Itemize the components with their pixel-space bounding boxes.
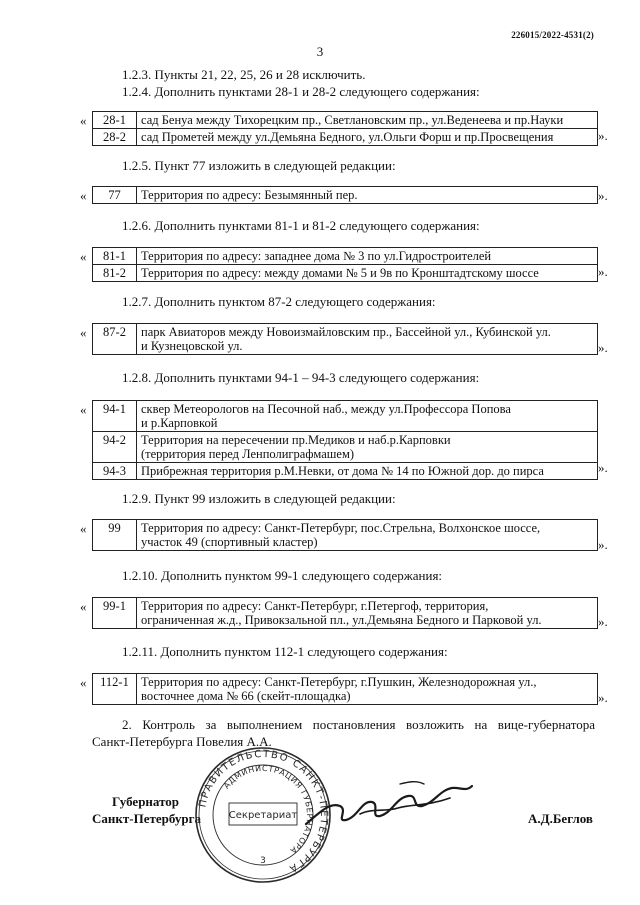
row-text	[137, 401, 598, 432]
row-text: Территория по адресу: между домами № 5 и 9в по Кронштадтскому шоссе	[137, 265, 598, 282]
table-row	[93, 432, 598, 463]
row-text	[137, 324, 598, 355]
row-text-line: и р.Карповкой	[141, 416, 218, 430]
item-1-2-5: 1.2.5. Пункт 77 изложить в следующей редакции:	[122, 158, 396, 173]
svg-text:АДМИНИСТРАЦИЯ ГУБЕРНАТОРА: АДМИНИСТРАЦИЯ ГУБЕРНАТОРА	[221, 763, 315, 856]
row-text: сад Бенуа между Тихорецким пр., Светлановским пр., ул.Веденеева и пр.Науки	[137, 112, 598, 129]
item-1-2-6: 1.2.6. Дополнить пунктами 81-1 и 81-2 следующего содержания:	[122, 218, 480, 233]
row-text: Территория по адресу: Безымянный пер.	[137, 187, 598, 204]
quote-open: «	[80, 249, 87, 264]
row-number: 94-3	[93, 463, 137, 480]
table-row	[93, 248, 598, 265]
table-row	[93, 112, 598, 129]
row-text-line: (территория перед Ленполиграфмашем)	[141, 447, 355, 461]
row-number: 81-1	[93, 248, 137, 265]
item-1-2-4: 1.2.4. Дополнить пунктами 28-1 и 28-2 следующего содержания:	[122, 84, 480, 99]
row-text-line: и Кузнецовской ул.	[141, 339, 243, 353]
item-1-2-11: 1.2.11. Дополнить пунктом 112-1 следующего содержания:	[122, 644, 448, 659]
row-text	[137, 432, 598, 463]
table-1-2-7	[92, 323, 598, 355]
point-2-line-2: Санкт-Петербурга Повелия А.А.	[92, 734, 272, 749]
table-row	[93, 401, 598, 432]
svg-text:Секретариат: Секретариат	[228, 810, 298, 821]
row-number: 94-1	[93, 401, 137, 432]
quote-open: «	[80, 599, 87, 614]
signatory-title-line-1: Губернатор	[112, 794, 180, 809]
handwritten-signature	[300, 772, 480, 842]
row-text-line: восточнее дома № 66 (скейт-площадка)	[141, 689, 351, 703]
table-1-2-5	[92, 186, 598, 204]
table-row	[93, 187, 598, 204]
quote-close: ».	[598, 614, 608, 629]
item-1-2-3: 1.2.3. Пункты 21, 22, 25, 26 и 28 исключить.	[122, 67, 366, 82]
row-text-line: Территория на пересечении пр.Медиков и наб.р.Карповки	[141, 433, 451, 447]
row-text	[137, 598, 598, 629]
table-1-2-11	[92, 673, 598, 705]
row-number: 99	[93, 520, 137, 551]
table-row	[93, 324, 598, 355]
row-text: Прибрежная территория р.М.Невки, от дома № 14 по Южной дор. до пирса	[137, 463, 598, 480]
quote-open: «	[80, 325, 87, 340]
page-number: 3	[316, 44, 324, 59]
quote-close: ».	[598, 460, 608, 475]
row-text-line: участок 49 (спортивный кластер)	[141, 535, 318, 549]
row-number: 77	[93, 187, 137, 204]
quote-close: ».	[598, 690, 608, 705]
svg-text:ПРАВИТЕЛЬСТВО САНКТ-ПЕТЕРБУРГА: ПРАВИТЕЛЬСТВО САНКТ-ПЕТЕРБУРГА	[197, 748, 330, 875]
document-number: 226015/2022-4531(2)	[511, 30, 594, 40]
item-1-2-7: 1.2.7. Дополнить пунктом 87-2 следующего содержания:	[122, 294, 436, 309]
quote-close: ».	[598, 188, 608, 203]
quote-close: ».	[598, 340, 608, 355]
row-number: 112-1	[93, 674, 137, 705]
row-text-line: парк Авиаторов между Новоизмайловским пр., Бассейной ул., Кубинской ул.	[141, 325, 551, 339]
row-text: Территория по адресу: западнее дома № 3 по ул.Гидростроителей	[137, 248, 598, 265]
row-text-line: ограниченная ж.д., Привокзальной пл., ул.Демьяна Бедного и Парковой ул.	[141, 613, 542, 627]
row-text-line: Территория по адресу: Санкт-Петербург, г.Петергоф, территория,	[141, 599, 489, 613]
table-row	[93, 520, 598, 551]
row-number: 94-2	[93, 432, 137, 463]
row-text: сад Прометей между ул.Демьяна Бедного, ул.Ольги Форш и пр.Просвещения	[137, 129, 598, 146]
item-1-2-8: 1.2.8. Дополнить пунктами 94-1 – 94-3 следующего содержания:	[122, 370, 480, 385]
row-text-line: сквер Метеорологов на Песочной наб., между ул.Профессора Попова	[141, 402, 511, 416]
quote-open: «	[80, 113, 87, 128]
row-number: 28-1	[93, 112, 137, 129]
quote-close: ».	[598, 264, 608, 279]
row-text-line: Территория по адресу: Санкт-Петербург, г.Пушкин, Железнодорожная ул.,	[141, 675, 537, 689]
table-row	[93, 674, 598, 705]
point-2-line-1: 2. Контроль за выполнением постановления возложить на вице-губернатора	[122, 717, 595, 732]
table-row	[93, 129, 598, 146]
row-number: 87-2	[93, 324, 137, 355]
quote-open: «	[80, 402, 87, 417]
row-number: 99-1	[93, 598, 137, 629]
table-row	[93, 463, 598, 480]
signatory-title-line-2: Санкт-Петербурга	[92, 811, 201, 826]
table-row	[93, 598, 598, 629]
quote-open: «	[80, 188, 87, 203]
item-1-2-10: 1.2.10. Дополнить пунктом 99-1 следующего содержания:	[122, 568, 443, 583]
row-text	[137, 674, 598, 705]
svg-text:3: 3	[260, 856, 266, 866]
table-1-2-4	[92, 111, 598, 146]
table-1-2-8	[92, 400, 598, 480]
row-text-line: Территория по адресу: Санкт-Петербург, пос.Стрельна, Волхонское шоссе,	[141, 521, 541, 535]
table-row	[93, 265, 598, 282]
table-1-2-6	[92, 247, 598, 282]
row-text	[137, 520, 598, 551]
table-1-2-10	[92, 597, 598, 629]
quote-open: «	[80, 675, 87, 690]
quote-close: ».	[598, 128, 608, 143]
quote-open: «	[80, 521, 87, 536]
table-1-2-9	[92, 519, 598, 551]
quote-close: ».	[598, 537, 608, 552]
row-number: 81-2	[93, 265, 137, 282]
item-1-2-9: 1.2.9. Пункт 99 изложить в следующей редакции:	[122, 491, 396, 506]
row-number: 28-2	[93, 129, 137, 146]
signatory-name: А.Д.Беглов	[528, 811, 593, 826]
